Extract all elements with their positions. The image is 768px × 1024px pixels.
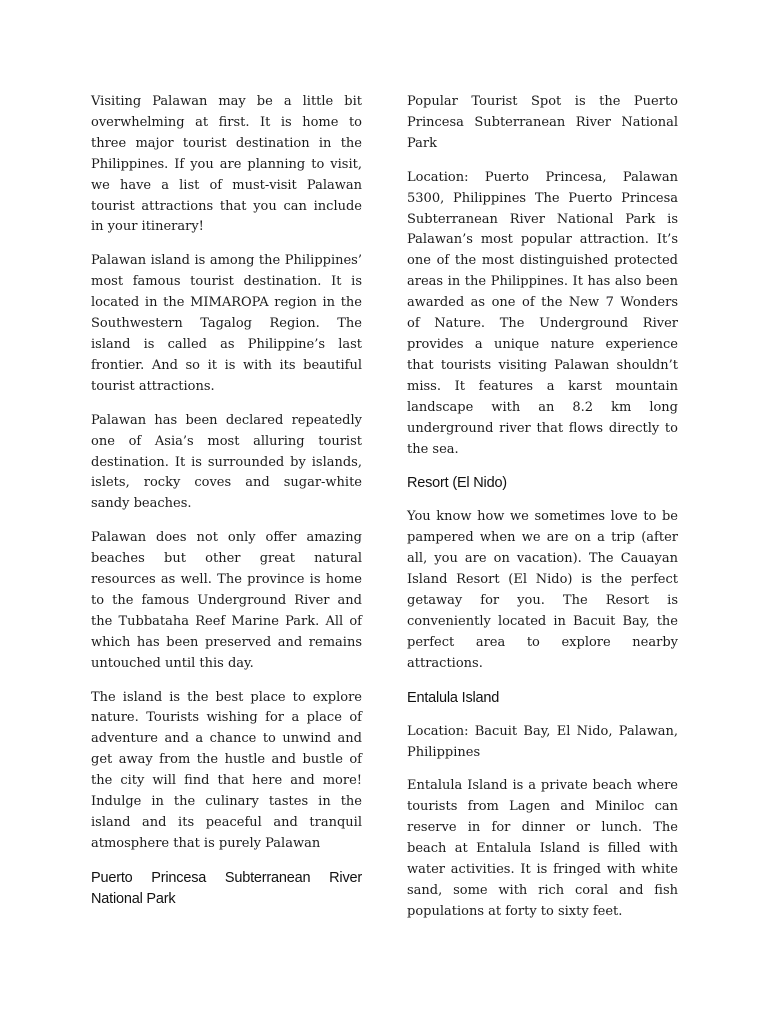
palawan-island-paragraph: Palawan island is among the Philippines’ most famous tourist destination. It is located in the MIMAROPA region in the Southwestern Tagalog Region. The island is called as Philippine’s last frontier. And so it is with its beautiful tourist attractions. [91,253,362,394]
intro-paragraph: Visiting Palawan may be a little bit overwhelming at first. It is home to three major tourist destination in the Philippines. If you are planning to visit, we have a list of must-visit Palawan tourist attractions that you can include in your itinerary! [91,94,362,235]
underground-river-paragraph: Location: Puerto Princesa, Palawan 5300, Philippines The Puerto Princesa Subterranean River National Park is Palawan’s most popular attraction. It’s one of the most distinguished protected areas in the Philippines. It has also been awarded as one of the New 7 Wonders of Nature. The Underground River provides a unique nature experience that tourists visiting Palawan shouldn’t miss. It features a karst mountain landscape with an 8.2 km long underground river that flows directly to the sea. [407,169,678,457]
popular-spot-paragraph: Popular Tourist Spot is the Puerto Princesa Subterranean River National Park [407,94,678,151]
explore-nature-paragraph: The island is the best place to explore nature. Tourists wishing for a place of adventure and a chance to unwind and get away from the hustle and bustle of the city will find that here and more! Indulge in the culinary tastes in the island and its peaceful and tranquil atmosphere that is purely Palawan [91,689,362,851]
left-column [91,92,362,923]
heading-puerto-princesa: Puerto Princesa Subterranean River National Park [91,869,362,907]
right-column [407,92,678,936]
asia-alluring-paragraph: Palawan has been declared repeatedly one of Asia’s most alluring tourist destination. It is surrounded by islands, islets, rocky coves and sugar-white sandy beaches. [91,412,362,512]
heading-resort-el-nido: Resort (El Nido) [407,475,507,492]
entalula-location-paragraph: Location: Bacuit Bay, El Nido, Palawan, Philippines [407,723,678,760]
natural-resources-paragraph: Palawan does not only offer amazing beaches but other great natural resources as well. The province is home to the famous Underground River and the Tubbataha Reef Marine Park. All of which has been preserved and remains untouched until this day. [91,530,362,671]
heading-entalula-island: Entalula Island [407,689,500,706]
entalula-description-paragraph: Entalula Island is a private beach where tourists from Lagen and Miniloc can reserve in for dinner or lunch. The beach at Entalula Island is filled with water activities. It is fringed with white sand, some with rich coral and fish populations at forty to sixty feet. [407,778,678,919]
resort-paragraph: You know how we sometimes love to be pampered when we are on a trip (after all, you are on vacation). The Cauayan Island Resort (El Nido) is the perfect getaway for you. The Resort is conveniently located in Bacuit Bay, the perfect area to explore nearby attractions. [407,509,678,671]
